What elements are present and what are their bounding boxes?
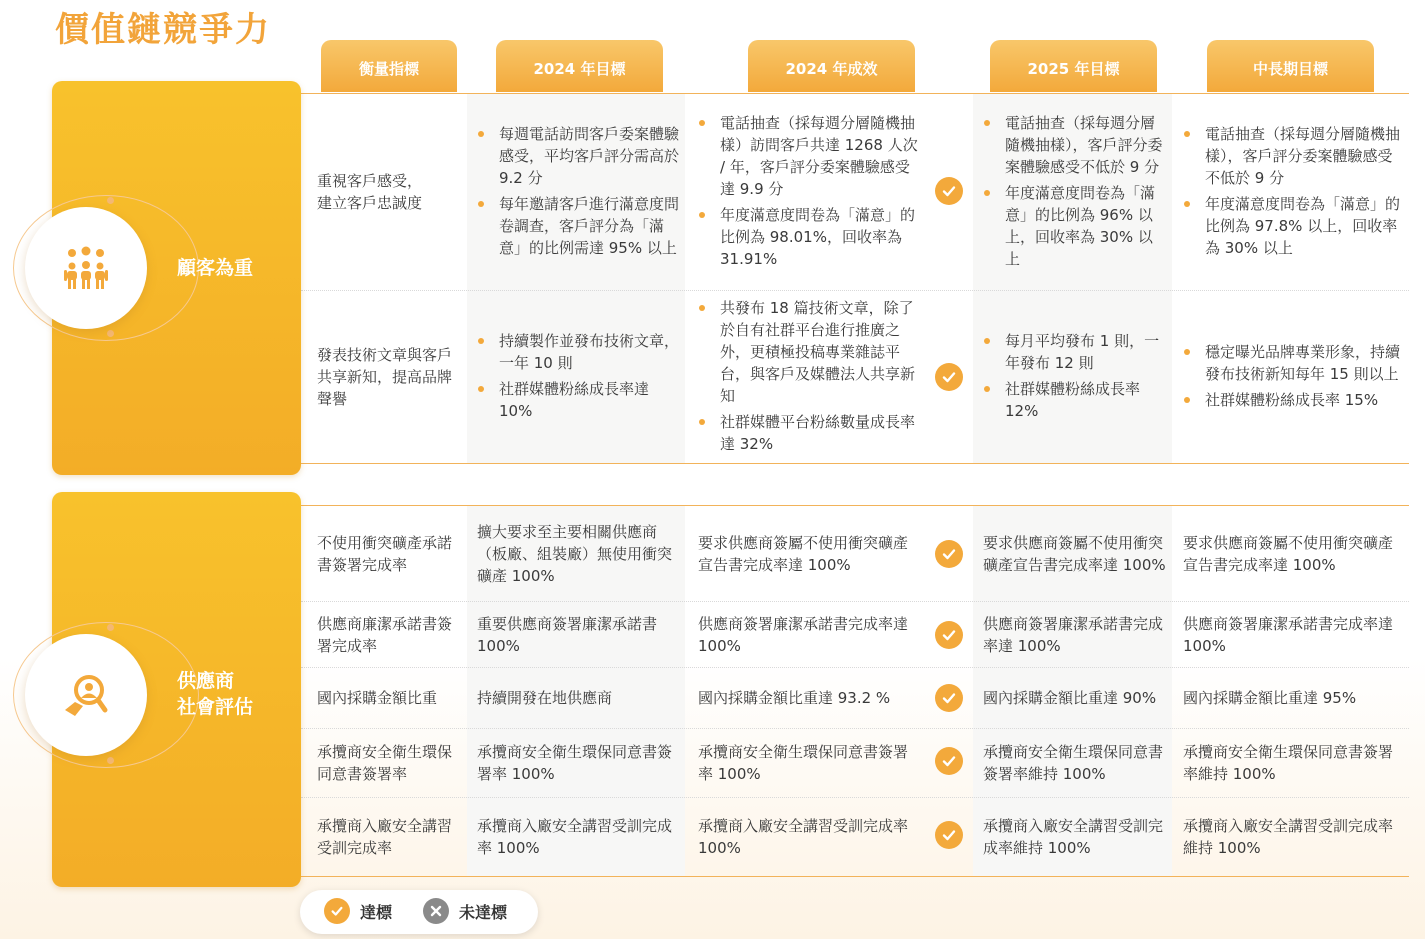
x-icon: [423, 898, 449, 924]
header-target-2024: 2024 年目標: [496, 40, 663, 92]
metric-cell: 承攬商入廠安全講習受訓完成率: [317, 817, 453, 857]
ring-dot: [107, 330, 114, 337]
target-2025-cell: 要求供應商簽屬不使用衝突礦產宣告書完成率達 100%: [983, 533, 1166, 574]
metric-cell: 發表技術文章與客戶共享新知，提高品牌聲譽: [317, 346, 453, 408]
long-term-cell: [1183, 292, 1401, 462]
list-item: 共發布 18 篇技術文章，除了於自有社群平台進行推廣之外，更積極投稿專業雜誌平台，與客戶及媒體法人共享新知: [698, 297, 918, 407]
long-term-cell: 國內採購金額比重達 95%: [1183, 689, 1357, 707]
target-2024-cell: 重要供應商簽署廉潔承諾書 100%: [477, 614, 658, 655]
result-2024-cell: [698, 292, 918, 462]
list-item: 每週電話訪問客戶委案體驗感受，平均客戶評分需高於 9.2 分: [477, 123, 679, 189]
achieved-check-icon: [935, 177, 963, 205]
list-item: 年度滿意度問卷為「滿意」的比例為 96% 以上，回收率為 30% 以上: [983, 182, 1166, 270]
supplier-search-icon: [25, 634, 147, 756]
long-term-cell: 供應商簽署廉潔承諾書完成率達 100%: [1183, 614, 1394, 655]
header-metric: 衡量指標: [321, 40, 457, 92]
metric-cell: 國內採購金額比重: [317, 689, 438, 707]
metric-cell: 不使用衝突礦產承諾書簽署完成率: [317, 533, 453, 574]
legend-not-achieved: [423, 898, 507, 924]
result-2024-cell: 承攬商入廠安全講習受訓完成率 100%: [698, 817, 909, 857]
legend-achieved: [324, 898, 392, 924]
legend-label: 未達標: [459, 902, 508, 922]
metric-cell: 供應商廉潔承諾書簽署完成率: [317, 614, 453, 655]
list-item: 電話抽查（採每週分層隨機抽樣），客戶評分委案體驗感受不低於 9 分: [1183, 123, 1401, 189]
target-2024-cell: [477, 106, 679, 278]
target-2024-cell: 承攬商安全衛生環保同意書簽署率 100%: [477, 743, 673, 783]
long-term-cell: 承攬商入廠安全講習受訓完成率維持 100%: [1183, 817, 1394, 857]
customers-icon: [25, 207, 147, 329]
target-2024-cell: 持續開發在地供應商: [477, 689, 613, 707]
header-long-term: 中長期目標: [1207, 40, 1374, 92]
list-item: 電話抽查（採每週分層隨機抽樣）訪問客戶共達 1268 人次 / 年，客戶評分委案體驗感受達 9.9 分: [698, 112, 918, 200]
list-item: 持續製作並發布技術文章，一年 10 則: [477, 330, 679, 374]
list-item: 年度滿意度問卷為「滿意」的比例為 98.01%，回收率為 31.91%: [698, 204, 918, 270]
check-icon: [324, 898, 350, 924]
result-2024-cell: 供應商簽署廉潔承諾書完成率達 100%: [698, 614, 909, 655]
achieved-check-icon: [935, 363, 963, 391]
section-label-customer: [177, 255, 253, 281]
achieved-check-icon: [935, 621, 963, 649]
table-rule: [301, 93, 1409, 94]
long-term-cell: 要求供應商簽屬不使用衝突礦產宣告書完成率達 100%: [1183, 533, 1394, 574]
result-2024-cell: 國內採購金額比重達 93.2 %: [698, 689, 891, 707]
achieved-check-icon: [935, 747, 963, 775]
result-2024-cell: [698, 106, 918, 278]
target-2025-cell: [983, 98, 1166, 286]
result-2024-cell: 要求供應商簽屬不使用衝突礦產宣告書完成率達 100%: [698, 533, 909, 574]
page-title: 價值鏈競爭力: [55, 10, 271, 50]
ring-dot: [107, 197, 114, 204]
list-item: 社群媒體平台粉絲數量成長率達 32%: [698, 411, 918, 455]
target-2025-cell: 國內採購金額比重達 90%: [983, 689, 1157, 707]
list-item: 穩定曝光品牌專業形象，持續發布技術新知每年 15 則以上: [1183, 341, 1401, 385]
achieved-check-icon: [935, 540, 963, 568]
table-rule: [301, 876, 1409, 877]
section-label-line: 社會評估: [177, 696, 254, 718]
legend-label: 達標: [360, 902, 393, 922]
achieved-check-icon: [935, 684, 963, 712]
list-item: 年度滿意度問卷為「滿意」的比例為 97.8% 以上，回收率為 30% 以上: [1183, 193, 1401, 259]
header-target-2025: 2025 年目標: [990, 40, 1157, 92]
list-item: 社群媒體粉絲成長率達 10%: [477, 378, 679, 422]
achieved-check-icon: [935, 821, 963, 849]
list-item: 社群媒體粉絲成長率 15%: [1183, 389, 1401, 411]
ring-dot: [107, 624, 114, 631]
section-label-line: 顧客為重: [177, 257, 254, 279]
metric-cell: 承攬商安全衛生環保同意書簽署率: [317, 743, 453, 783]
target-2025-cell: 承攬商安全衛生環保同意書簽署率維持 100%: [983, 743, 1164, 783]
section-label-supplier: [177, 668, 253, 720]
list-item: 每年邀請客戶進行滿意度問卷調查，客戶評分為「滿意」的比例需達 95% 以上: [477, 193, 679, 259]
target-2025-cell: [983, 292, 1166, 462]
list-item: 電話抽查（採每週分層隨機抽樣），客戶評分委案體驗感受不低於 9 分: [983, 112, 1166, 178]
header-result-2024: 2024 年成效: [748, 40, 915, 92]
ring-dot: [107, 757, 114, 764]
target-2024-cell: 擴大要求至主要相關供應商（板廠、組裝廠）無使用衝突礦產 100%: [477, 522, 673, 585]
metric-cell: 重視客戶感受， 建立客戶忠誠度: [317, 172, 423, 212]
row-divider: [301, 290, 1409, 291]
status-legend: [300, 890, 538, 934]
section-label-line: 供應商: [177, 670, 235, 692]
list-item: 社群媒體粉絲成長率 12%: [983, 378, 1166, 422]
target-2024-cell: [477, 292, 679, 462]
target-2024-cell: 承攬商入廠安全講習受訓完成率 100%: [477, 817, 673, 857]
target-2025-cell: 供應商簽署廉潔承諾書完成率達 100%: [983, 614, 1164, 655]
table-rule: [301, 463, 1409, 464]
long-term-cell: [1183, 106, 1401, 278]
result-2024-cell: 承攬商安全衛生環保同意書簽署率 100%: [698, 743, 909, 783]
long-term-cell: 承攬商安全衛生環保同意書簽署率維持 100%: [1183, 743, 1394, 783]
target-2025-cell: 承攬商入廠安全講習受訓完成率維持 100%: [983, 817, 1164, 857]
list-item: 每月平均發布 1 則，一年發布 12 則: [983, 330, 1166, 374]
